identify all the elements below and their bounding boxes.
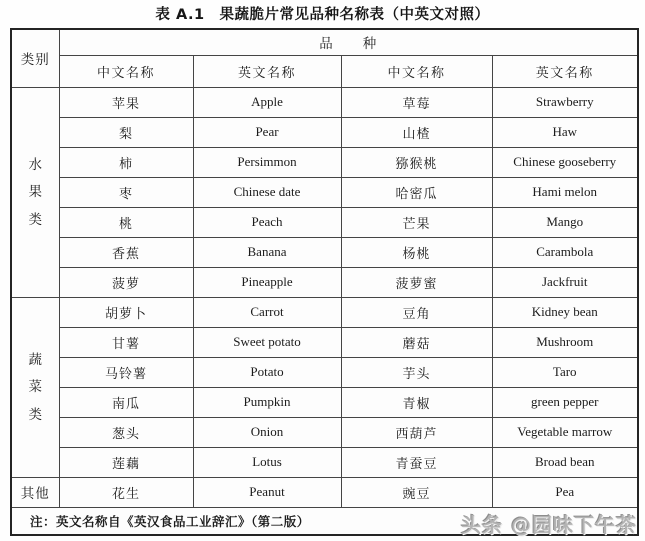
english-name-cell: Potato — [193, 357, 341, 387]
english-name-cell: Taro — [492, 357, 638, 387]
english-name-cell: Jackfruit — [492, 267, 638, 297]
header-category: 类别 — [11, 29, 59, 87]
header-row-variety — [11, 29, 638, 55]
chinese-name-cell: 马铃薯 — [59, 357, 193, 387]
english-name-cell: Apple — [193, 87, 341, 117]
english-name-cell: Persimmon — [193, 147, 341, 177]
english-name-cell: Mushroom — [492, 327, 638, 357]
chinese-name-cell: 菠萝 — [59, 267, 193, 297]
english-name-cell: Chinese date — [193, 177, 341, 207]
table-row — [11, 447, 638, 477]
chinese-name-cell: 草莓 — [341, 87, 492, 117]
table-note: 注：英文名称自《英汉食品工业辞汇》（第二版） — [11, 507, 638, 535]
english-name-cell: Haw — [492, 117, 638, 147]
chinese-name-cell: 芋头 — [341, 357, 492, 387]
chinese-name-cell: 枣 — [59, 177, 193, 207]
english-name-cell: Vegetable marrow — [492, 417, 638, 447]
english-name-cell: Pineapple — [193, 267, 341, 297]
english-name-cell: Carrot — [193, 297, 341, 327]
subheader-english-name: 英文名称 — [492, 55, 638, 87]
table-row — [11, 117, 638, 147]
english-name-cell: Pea — [492, 477, 638, 507]
chinese-name-cell: 西葫芦 — [341, 417, 492, 447]
chinese-name-cell: 菠萝蜜 — [341, 267, 492, 297]
chinese-name-cell: 柿 — [59, 147, 193, 177]
english-name-cell: Kidney bean — [492, 297, 638, 327]
table-row — [11, 207, 638, 237]
english-name-cell: Pear — [193, 117, 341, 147]
chinese-name-cell: 香蕉 — [59, 237, 193, 267]
chinese-name-cell: 山楂 — [341, 117, 492, 147]
category-cell: 其他 — [11, 477, 59, 507]
english-name-cell: Pumpkin — [193, 387, 341, 417]
table-row — [11, 417, 638, 447]
chinese-name-cell: 豌豆 — [341, 477, 492, 507]
english-name-cell: Mango — [492, 207, 638, 237]
table-title: 表 A.1 果蔬脆片常见品种名称表（中英文对照） — [155, 7, 490, 23]
table-row — [11, 177, 638, 207]
chinese-name-cell: 甘薯 — [59, 327, 193, 357]
english-name-cell: Banana — [193, 237, 341, 267]
english-name-cell: Chinese gooseberry — [492, 147, 638, 177]
chinese-name-cell: 葱头 — [59, 417, 193, 447]
table-row — [11, 267, 638, 297]
chinese-name-cell: 豆角 — [341, 297, 492, 327]
table-row — [11, 297, 638, 327]
chinese-name-cell: 芒果 — [341, 207, 492, 237]
english-name-cell: Peach — [193, 207, 341, 237]
category-cell: 蔬 菜 类 — [11, 297, 59, 477]
chinese-name-cell: 青蚕豆 — [341, 447, 492, 477]
english-name-cell: Broad bean — [492, 447, 638, 477]
chinese-name-cell: 猕猴桃 — [341, 147, 492, 177]
table-row — [11, 237, 638, 267]
english-name-cell: Onion — [193, 417, 341, 447]
english-name-cell: Sweet potato — [193, 327, 341, 357]
chinese-name-cell: 梨 — [59, 117, 193, 147]
category-cell: 水 果 类 — [11, 87, 59, 297]
chinese-name-cell: 胡萝卜 — [59, 297, 193, 327]
english-name-cell: Hami melon — [492, 177, 638, 207]
chinese-name-cell: 青椒 — [341, 387, 492, 417]
subheader-chinese-name: 中文名称 — [341, 55, 492, 87]
variety-name-table — [10, 28, 639, 536]
table-row — [11, 327, 638, 357]
table-row — [11, 477, 638, 507]
subheader-english-name: 英文名称 — [193, 55, 341, 87]
english-name-cell: Carambola — [492, 237, 638, 267]
english-name-cell: Peanut — [193, 477, 341, 507]
chinese-name-cell: 莲藕 — [59, 447, 193, 477]
chinese-name-cell: 哈密瓜 — [341, 177, 492, 207]
chinese-name-cell: 苹果 — [59, 87, 193, 117]
table-row — [11, 147, 638, 177]
table-row — [11, 87, 638, 117]
english-name-cell: Lotus — [193, 447, 341, 477]
english-name-cell: Strawberry — [492, 87, 638, 117]
header-variety: 品 种 — [59, 29, 638, 55]
english-name-cell: green pepper — [492, 387, 638, 417]
chinese-name-cell: 杨桃 — [341, 237, 492, 267]
chinese-name-cell: 蘑菇 — [341, 327, 492, 357]
table-row — [11, 387, 638, 417]
chinese-name-cell: 花生 — [59, 477, 193, 507]
chinese-name-cell: 桃 — [59, 207, 193, 237]
chinese-name-cell: 南瓜 — [59, 387, 193, 417]
watermark: 头条 @园味下午茶 — [461, 513, 637, 537]
header-row-names — [11, 55, 638, 87]
table-row — [11, 357, 638, 387]
subheader-chinese-name: 中文名称 — [59, 55, 193, 87]
